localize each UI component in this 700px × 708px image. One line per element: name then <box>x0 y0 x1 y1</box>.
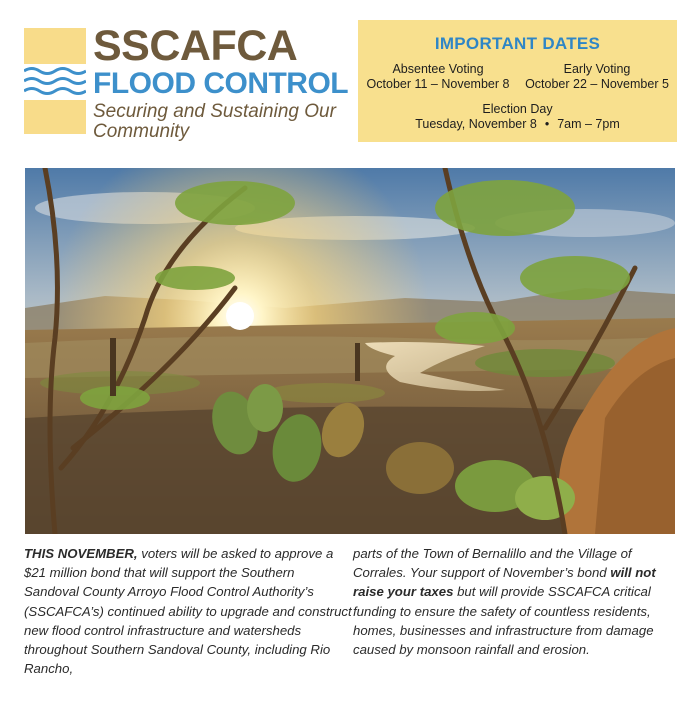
wave-logo-icon <box>24 28 86 134</box>
article-column-right <box>353 544 683 659</box>
article-column-left <box>24 544 352 678</box>
absentee-voting <box>358 62 518 92</box>
logo-subtitle: FLOOD CONTROL <box>93 67 349 100</box>
article-paragraph-1: voters will be asked to approve a $21 million bond that will support the Southern Sandoval County Arroyo Flood Control Authority’s (SSCAFCA’s) continued ability to upgrade and construct new flood control infrastructure and watersheds throughout Southern Sandoval County, including Rio Rancho, <box>24 546 352 677</box>
important-dates-box <box>358 20 677 142</box>
sscafca-logo <box>24 22 349 144</box>
article-paragraph-2b: but will provide SSCAFCA critical funding to ensure the safety of countless residents, homes, businesses and infrastructure from damage caused by monsoon rainfall and erosion. <box>353 584 654 658</box>
water-waves-icon <box>24 66 86 98</box>
desert-sunset-image <box>25 168 675 534</box>
desert-sunset-photo <box>25 168 675 534</box>
important-dates-title: IMPORTANT DATES <box>434 34 601 53</box>
election-day-label: Election Day <box>482 102 553 116</box>
article-emphasis: will not raise your taxes <box>353 565 656 600</box>
logo-tagline: Securing and Sustaining Our Community <box>93 101 336 142</box>
absentee-voting-range: October 11 – November 8 <box>366 77 510 91</box>
early-voting-label: Early Voting <box>563 62 631 76</box>
article-lead: THIS NOVEMBER, <box>24 546 138 561</box>
bullet-separator: • <box>544 117 550 131</box>
early-voting-range: October 22 – November 5 <box>525 77 669 91</box>
article-paragraph-2a: parts of the Town of Bernalillo and the Village of Corrales. Your support of November’s bond <box>353 546 632 581</box>
absentee-voting-label: Absentee Voting <box>392 62 484 76</box>
early-voting <box>517 62 677 92</box>
election-day-hours: 7am – 7pm <box>557 117 620 131</box>
logo-title: SSCAFCA <box>93 22 298 70</box>
election-day <box>358 102 677 132</box>
election-day-date: Tuesday, November 8 <box>415 117 537 131</box>
